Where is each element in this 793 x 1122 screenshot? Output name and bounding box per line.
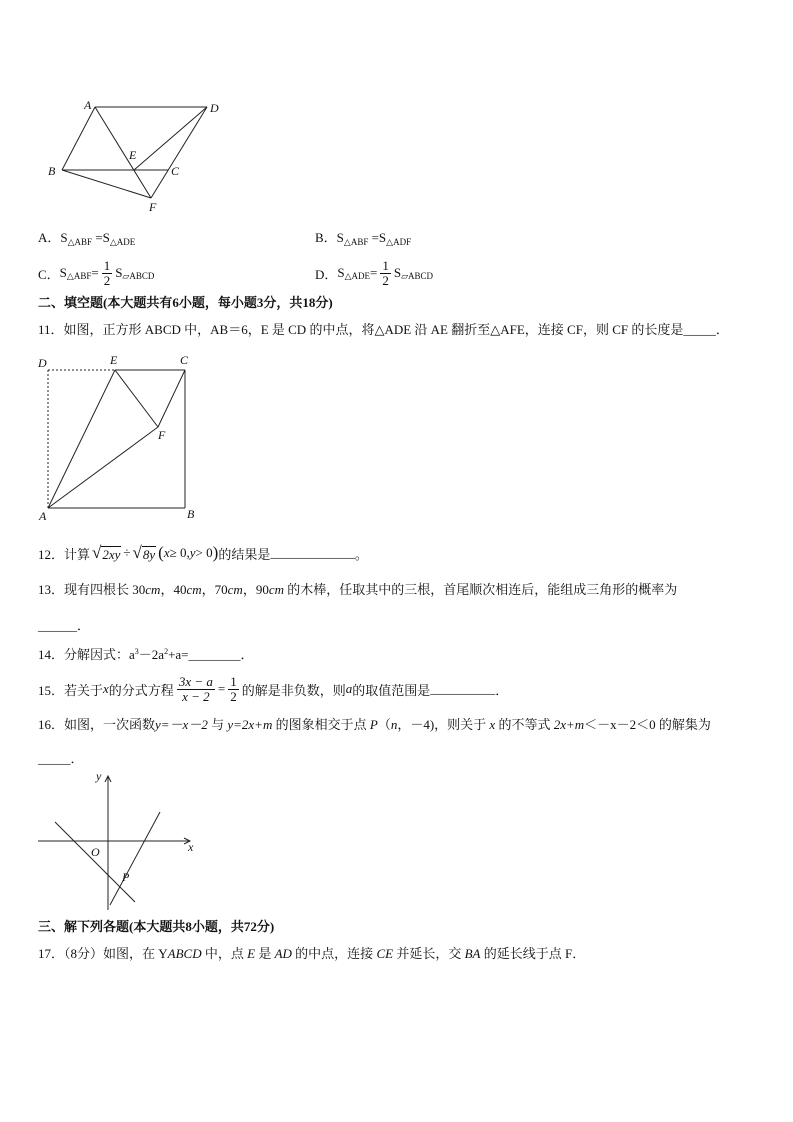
point-label: E [247,946,256,961]
question-text: ＜－x－2＜0 的解集为 [584,717,711,732]
condition-open: ( [158,543,164,562]
radicand: 8y [142,547,156,562]
label-a: A [39,509,47,523]
question-11 [38,321,729,339]
label-e: E [110,353,118,367]
condition-var: y [189,545,196,560]
question-text: 12．计算 [38,546,91,562]
question-text: 的木棒，任取其中的三根，首尾顺次相连后，能组成三角形的概率为 [284,582,678,597]
segment-label: CE [376,946,394,961]
question-text: －2a [138,647,165,662]
function-expression: 2x+m [553,717,585,732]
question-text: ，70 [201,582,228,597]
question-text: 的中点，连接 [291,946,377,961]
end-mark: ． [715,322,729,337]
question-text: 并延长，交 [393,946,465,961]
fraction-half [380,259,391,288]
end-mark: ． [77,618,91,633]
option-b [315,229,411,248]
radicand: 2xy [102,547,121,562]
variable: a [345,681,353,696]
area-subscript: △ABF [66,270,92,281]
parallelogram-figure [40,95,230,215]
condition-text: > 0 [195,545,213,560]
axis-label-x: x [188,840,194,854]
area-subscript: ▱ABCD [401,270,434,281]
unit: cm [186,582,202,597]
answer-blank: _____________ [270,545,355,560]
equals-sign: = [370,265,378,280]
option-c [38,259,154,287]
area-subscript: △ABF [343,237,369,247]
area-symbol: S [59,265,67,280]
question-13 [38,581,677,599]
condition-var: x [163,545,170,560]
fraction-numerator: 1 [382,257,389,273]
area-subscript: △ADF [386,237,412,247]
question-13-blank [38,617,90,635]
question-text: 的不等式 [495,717,554,732]
axis-label-y: y [96,769,102,783]
question-text: 15．若关于 [38,682,104,698]
end-mark: ． [70,751,84,766]
area-symbol: S [337,265,345,280]
question-text: ，－4)，则关于 [397,717,490,732]
fraction-denominator: 2 [103,272,111,288]
label-c: C [180,353,189,367]
equals-sign: = [91,265,99,280]
segment-label: AD [274,946,292,961]
equals-area: =S [92,230,110,245]
point-label: P [369,717,378,732]
fraction-numerator: 1 [103,257,111,273]
area-subscript: △ADE [344,270,371,281]
variable: n [390,717,398,732]
divide-operator: ÷ [123,545,131,560]
equals-sign: = [217,681,226,696]
function-expression: y=－x－2 [155,717,208,732]
fraction-numerator: 3x − a [178,673,213,689]
question-12 [38,542,368,564]
end-mark: ． [240,647,254,662]
question-text: 的延长线于点 F． [480,946,586,961]
question-text: 的取值范围是 [352,682,431,698]
question-16 [38,716,711,734]
answer-blank: ________ [188,647,241,662]
square-root [92,544,121,562]
section-3-title: 三、解下列各题(本大题共8小题，共72分) [38,919,275,934]
area-subscript: △ABF [67,237,93,247]
option-d [315,259,433,287]
label-a: A [84,98,92,112]
label-b: B [187,507,195,521]
question-text: ，40 [160,582,187,597]
point-p-label: P [122,870,130,884]
label-c: C [171,164,180,178]
label-d: D [210,101,219,115]
fraction-denominator: 2 [230,688,237,704]
question-text: 是 [255,946,275,961]
question-text: 13．现有四根长 30 [38,582,146,597]
question-text: 17．（8分）如图，在 Y [38,946,168,961]
question-text: +a= [168,647,189,662]
question-15 [38,674,508,704]
end-mark: ． [495,682,509,698]
square-root [133,544,157,562]
condition-close: ) [212,543,219,562]
origin-label: O [91,845,100,859]
fraction-numerator: 1 [230,673,237,689]
fraction-expression [177,675,215,704]
label-f: F [158,428,166,442]
coordinate-figure [35,768,200,913]
label-f: F [149,200,157,214]
option-letter: B． [315,230,337,245]
question-text: 14．分解因式：a [38,647,135,662]
exponent: 3 [134,647,139,656]
fraction-denominator: x − 2 [182,688,210,704]
variable: x [489,717,496,732]
equals-area: =S [368,230,387,245]
answer-blank: _____ [683,322,716,337]
answer-blank: __________ [430,681,496,696]
condition-text: ≥ 0, [169,545,190,560]
question-16-blank [38,750,84,768]
area-symbol: S [115,265,123,280]
question-text: 与 [207,717,228,732]
end-mark: 。 [354,546,368,562]
question-text: （ [377,717,391,732]
fraction-half [228,675,239,704]
segment-label: BA [464,946,481,961]
label-d: D [38,356,47,370]
question-text: ，90 [242,582,269,597]
option-letter: A． [38,230,61,245]
area-symbol: S [60,230,68,245]
option-letter: D． [315,266,338,282]
unit: cm [268,582,284,597]
label-b: B [48,164,56,178]
label-e: E [129,148,137,162]
square-figure [35,352,205,522]
section-2-title: 二、填空题(本大题共有6小题，每小题3分，共18分) [38,295,333,310]
question-text: 的解是非负数，则 [241,682,346,698]
question-17 [38,945,585,963]
question-text: 11．如图，正方形 ABCD 中，AB＝6，E 是 CD 的中点，将△ADE 沿 AE 翻折至△AFE，连接 CF，则 CF 的长度是 [38,322,684,337]
question-text: 16．如图，一次函数 [38,717,156,732]
area-symbol: S [393,265,402,280]
answer-blank: ______ [38,618,77,633]
unit: cm [145,582,161,597]
question-text: 中，点 [201,946,248,961]
question-text: 的图象相交于点 [272,717,370,732]
radical-sign: √ [132,543,142,562]
answer-blank: _____ [38,751,71,766]
figure-name: ABCD [167,946,202,961]
question-text: 的结果是 [218,546,271,562]
area-symbol: S [336,230,344,245]
question-14 [38,646,254,666]
area-subscript: ▱ABCD [122,270,155,281]
fraction-denominator: 2 [382,272,389,288]
fraction-half [102,259,113,288]
option-letter: C． [38,266,60,282]
area-subscript: △ADE [109,237,136,247]
radical-sign: √ [92,543,102,562]
question-text: 的分式方程 [108,682,174,698]
unit: cm [227,582,243,597]
function-expression: y=2x+m [227,717,273,732]
exponent: 2 [164,647,169,656]
variable: x [103,681,109,696]
option-a [38,229,135,248]
